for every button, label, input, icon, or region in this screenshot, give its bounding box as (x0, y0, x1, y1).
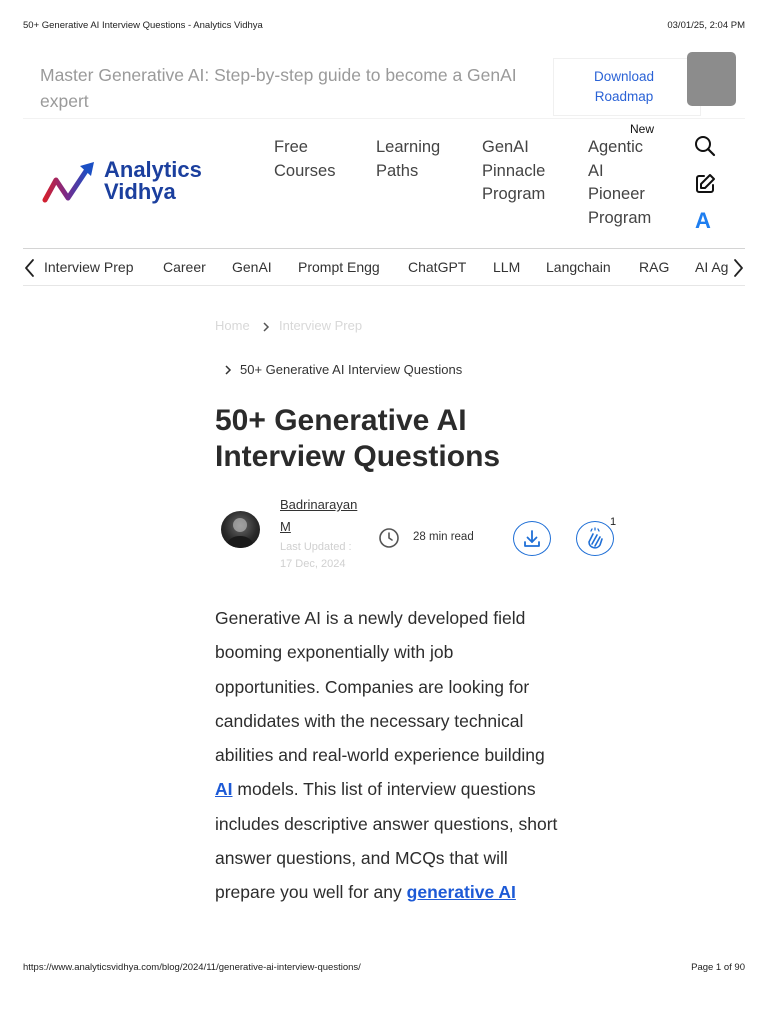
print-url: https://www.analyticsvidhya.com/blog/2024/11/generative-ai-interview-questions/ (23, 962, 361, 973)
breadcrumb-section[interactable]: Interview Prep (279, 318, 363, 333)
breadcrumb-current: 50+ Generative AI Interview Questions (240, 362, 463, 377)
category-strip (23, 248, 745, 286)
clap-count: 1 (610, 516, 617, 528)
category-ai-agents[interactable]: AI Ag (695, 259, 729, 275)
nav-free-courses[interactable]: Free Courses (274, 138, 336, 180)
breadcrumb-home[interactable]: Home (215, 318, 250, 333)
edit-icon[interactable] (693, 172, 717, 196)
generative-ai-link[interactable]: generative AI (406, 882, 516, 903)
page-title: 50+ Generative AI Interview Questions (215, 404, 501, 473)
category-career[interactable]: Career (163, 259, 206, 275)
search-icon[interactable] (693, 134, 717, 158)
download-icon (514, 522, 550, 555)
last-updated: Last Updated : 17 Dec, 2024 (280, 541, 352, 570)
promo-text: Master Generative AI: Step-by-step guide to become a GenAI expert (40, 65, 517, 111)
promo-banner (23, 52, 745, 118)
promo-close-button[interactable] (687, 52, 736, 106)
analytics-vidhya-logo[interactable] (42, 158, 227, 208)
nav-learning-paths[interactable]: Learning Paths (376, 138, 441, 180)
logo-wordmark: Analytics Vidhya (104, 157, 202, 204)
print-page-number: Page 1 of 90 (691, 962, 745, 973)
clock-icon (378, 527, 400, 549)
nav-divider (23, 118, 745, 119)
nav-genai-pinnacle[interactable]: GenAI Pinnacle Program (482, 138, 546, 203)
print-doc-title: 50+ Generative AI Interview Questions - Analytics Vidhya (23, 20, 263, 31)
clap-icon (577, 522, 613, 555)
category-llm[interactable]: LLM (493, 259, 521, 275)
category-interview-prep[interactable]: Interview Prep (44, 259, 134, 275)
breadcrumb-chevron-icon (262, 322, 270, 332)
category-genai[interactable]: GenAI (232, 259, 272, 275)
print-datetime: 03/01/25, 2:04 PM (667, 20, 745, 31)
category-langchain[interactable]: Langchain (546, 259, 611, 275)
download-button[interactable] (513, 521, 551, 556)
author-name-link[interactable]: Badrinarayan M (280, 497, 358, 534)
read-time: 28 min read (413, 531, 474, 543)
chevron-left-icon[interactable] (23, 258, 37, 278)
logo-arrow-icon (42, 160, 100, 206)
author-avatar[interactable] (221, 511, 260, 548)
nav-agentic-ai-pioneer[interactable]: Agentic AI Pioneer Program (588, 138, 652, 227)
chevron-right-icon[interactable] (731, 258, 745, 278)
clap-button[interactable] (576, 521, 614, 556)
new-badge: New (630, 122, 655, 136)
category-chatgpt[interactable]: ChatGPT (408, 259, 467, 275)
ai-link[interactable]: AI (215, 779, 233, 800)
breadcrumb-chevron-icon (224, 365, 232, 375)
category-rag[interactable]: RAG (639, 259, 670, 275)
download-roadmap-button[interactable] (553, 58, 701, 116)
category-prompt-engg[interactable]: Prompt Engg (298, 259, 380, 275)
download-roadmap-label: Download Roadmap (593, 69, 655, 104)
language-icon[interactable]: A (695, 208, 711, 233)
article-intro: Generative AI is a newly developed field booming exponentially with job opportunities. Companies are looking for candidates with the necessary technical abilities and real-world experience building AI models. This list of interview questions includes descriptive answer questions, short answer questions, and MCQs that will prepare you well for any generative AI (215, 608, 558, 903)
